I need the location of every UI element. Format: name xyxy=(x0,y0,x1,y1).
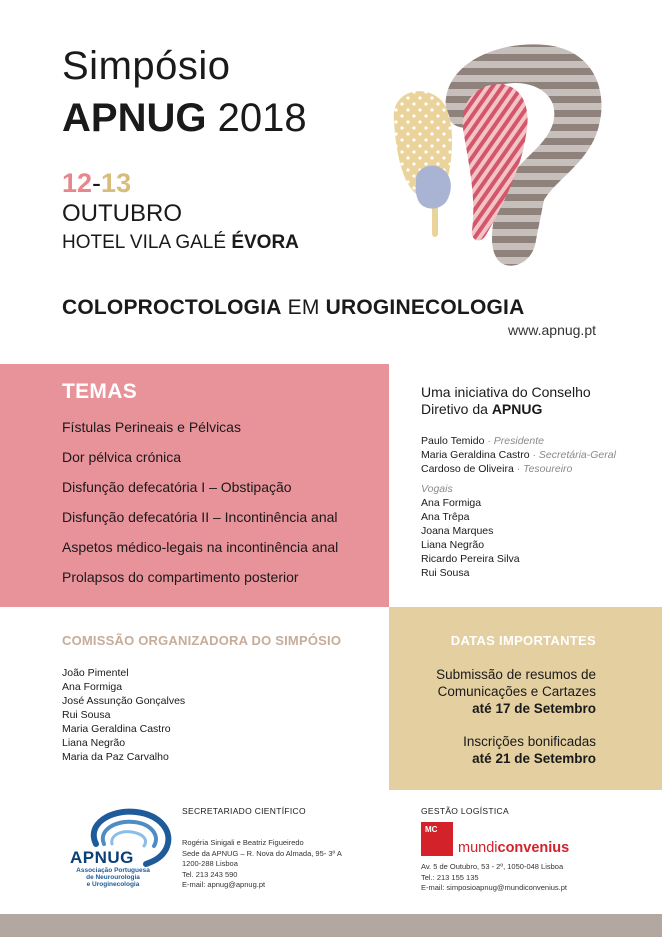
board-intro xyxy=(421,384,662,418)
board-intro-line1: Uma iniciativa do Conselho xyxy=(421,384,591,400)
board-panel xyxy=(389,364,662,607)
comissao-member: José Assunção Gonçalves xyxy=(62,695,186,707)
officer-role: Tesoureiro xyxy=(523,463,573,475)
tema-item: Disfunção defecatória I – Obstipação xyxy=(62,479,292,495)
logo-sub-line: e Uroginecologia xyxy=(86,881,140,888)
mundiconvenius-logo xyxy=(421,822,641,856)
secretariado-email[interactable]: E-mail: apnug@apnug.pt xyxy=(182,880,266,889)
datas-panel xyxy=(389,607,662,790)
secretariado-line: Tel. 213 243 590 xyxy=(182,869,238,879)
logistica-line: Av. 5 de Outubro, 53 - 2º, 1050-048 Lisboa xyxy=(421,862,564,871)
deadline-registration xyxy=(389,733,596,767)
event-topic xyxy=(62,296,524,320)
secretariado-block xyxy=(182,806,392,891)
event-dates xyxy=(62,168,131,199)
vogal-name: Rui Sousa xyxy=(421,567,470,579)
comissao-member: João Pimentel xyxy=(62,667,129,679)
event-title-line1: Simpósio xyxy=(62,44,231,88)
logistica-title: GESTÃO LOGÍSTICA xyxy=(421,806,509,816)
officer-role-separator: · xyxy=(487,435,491,447)
comissao-panel xyxy=(0,607,389,790)
logo-name: APNUG xyxy=(70,848,134,867)
question-mark-illustration xyxy=(386,40,616,280)
secretariado-line: Sede da APNUG – R. Nova do Almada, 95- 3º A xyxy=(182,848,342,858)
logistica-line: Tel.: 213 155 135 xyxy=(421,872,479,882)
board-officer xyxy=(421,462,662,476)
deadline-abstracts-date: 17 de Setembro xyxy=(495,701,596,716)
officer-name: Maria Geraldina Castro xyxy=(421,449,530,461)
vogal-name: Ricardo Pereira Silva xyxy=(421,553,520,565)
deadline-abstracts-line2: Comunicações e Cartazes xyxy=(437,684,596,699)
officer-role: Secretária-Geral xyxy=(538,449,616,461)
comissao-member: Maria Geraldina Castro xyxy=(62,723,171,735)
mc-name-part2: convenius xyxy=(497,840,570,856)
temas-heading: TEMAS xyxy=(62,380,137,403)
logo-subtitle xyxy=(72,867,154,888)
blue-blob-shape xyxy=(416,166,451,209)
vogal-name: Joana Marques xyxy=(421,525,494,537)
secretariado-line: Rogéria Sinigali e Beatriz Figueiredo xyxy=(182,838,304,847)
datas-heading: DATAS IMPORTANTES xyxy=(450,633,596,648)
secretariado-line: 1200-288 Lisboa xyxy=(182,859,238,868)
board-officer xyxy=(421,448,662,462)
officer-role-separator: · xyxy=(516,463,521,475)
tema-item: Aspetos médico-legais na incontinência anal xyxy=(62,539,339,555)
vogal-name: Liana Negrão xyxy=(421,539,485,551)
event-year: 2018 xyxy=(217,96,307,140)
topic-part3: UROGINECOLOGIA xyxy=(325,296,525,319)
deadline-abstracts-line1: Submissão de resumos de xyxy=(436,667,596,682)
event-venue xyxy=(62,232,299,254)
date-start: 12 xyxy=(62,168,93,198)
mc-name xyxy=(458,840,569,856)
logo-sub-line: Associação Portuguesa xyxy=(76,867,150,874)
logo-sub-line: de Neurourologia xyxy=(86,874,140,881)
comissao-member: Liana Negrão xyxy=(62,737,126,749)
event-org: APNUG xyxy=(62,96,207,140)
mc-name-part1: mundi xyxy=(458,840,498,856)
vogais-title: Vogais xyxy=(421,483,453,495)
vogal-name: Ana Formiga xyxy=(421,497,482,509)
footer-section xyxy=(0,790,662,914)
officer-name: Cardoso de Oliveira xyxy=(421,463,514,475)
deadline-registration-line1: Inscrições bonificadas xyxy=(463,734,596,749)
deadline-registration-date: 21 de Setembro xyxy=(495,751,596,766)
tema-item: Fístulas Perineais e Pélvicas xyxy=(62,419,241,435)
officer-name: Paulo Temido xyxy=(421,435,485,447)
logistica-email[interactable]: E-mail: simposioapnug@mundiconvenius.pt xyxy=(421,883,568,892)
deadline-abstracts-until: até xyxy=(472,701,492,716)
topic-part1: COLOPROCTOLOGIA xyxy=(62,296,282,319)
board-intro-line2: Diretivo da xyxy=(421,401,488,417)
header-section xyxy=(0,0,662,364)
comissao-heading: COMISSÃO ORGANIZADORA DO SIMPÓSIO xyxy=(62,633,342,648)
comissao-member: Ana Formiga xyxy=(62,681,123,693)
vogal-name: Ana Trêpa xyxy=(421,511,470,523)
temas-panel xyxy=(0,364,389,607)
tema-item: Prolapsos do compartimento posterior xyxy=(62,569,299,585)
website-link[interactable]: www.apnug.pt xyxy=(508,322,596,338)
deadline-abstracts xyxy=(389,666,596,717)
board-officer xyxy=(421,434,662,448)
topic-part2: EM xyxy=(287,296,320,319)
secretariado-title: SECRETARIADO CIENTÍFICO xyxy=(182,806,306,816)
event-title-line2 xyxy=(62,96,307,141)
mc-badge: MC xyxy=(421,822,453,856)
comissao-member: Maria da Paz Carvalho xyxy=(62,751,169,763)
venue-city: ÉVORA xyxy=(231,232,299,253)
officer-role: Presidente xyxy=(493,435,544,447)
event-month: OUTUBRO xyxy=(62,200,182,227)
tema-item: Disfunção defecatória II – Incontinência anal xyxy=(62,509,338,525)
board-intro-org: APNUG xyxy=(491,401,543,417)
deadline-registration-until: até xyxy=(472,751,492,766)
temas-list xyxy=(62,418,389,598)
logistica-block xyxy=(421,806,641,894)
venue-name: HOTEL VILA GALÉ xyxy=(62,232,227,253)
comissao-member: Rui Sousa xyxy=(62,709,111,721)
bottom-color-bar xyxy=(0,914,662,937)
date-separator: - xyxy=(92,168,102,198)
date-end: 13 xyxy=(101,168,132,198)
officer-role-separator: · xyxy=(532,449,536,461)
tema-item: Dor pélvica crónica xyxy=(62,449,182,465)
